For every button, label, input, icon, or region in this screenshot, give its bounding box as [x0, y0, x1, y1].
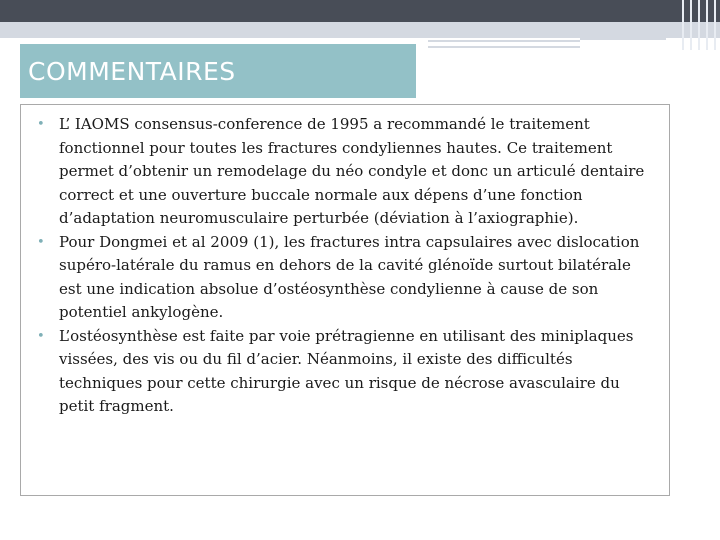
top-decorative-band [0, 22, 720, 38]
bullet-dot-icon: • [37, 234, 45, 250]
top-decorative-bar [0, 0, 720, 22]
bullet-text: L’ IAOMS consensus-conference de 1995 a recommandé le traitement fonctionnel pour toutes les fractures condyliennes hautes. Ce traitement permet d’obtenir un remodelage du néo condyle et donc un articulé dentaire correct et une ouverture buccale normale aux dépens d’une fonction d’adaptation neuromusculaire perturbée (déviation à l’axiographie). [59, 115, 645, 227]
bullet-item [37, 113, 657, 231]
bullet-text: L’ostéosynthèse est faite par voie prétragienne en utilisant des miniplaques vissées, des vis ou du fil d’acier. Néanmoins, il existe des difficultés techniques pour cette chirurgie avec un risque de nécrose avasculaire du petit fragment. [59, 326, 634, 415]
bullet-dot-icon: • [37, 328, 45, 344]
content-box [20, 104, 670, 496]
bullet-item [37, 325, 657, 419]
bullet-list [21, 105, 669, 419]
decorative-line [428, 40, 580, 42]
slide-title-box [20, 44, 416, 98]
bullet-dot-icon: • [37, 117, 45, 132]
slide-title: COMMENTAIRES [28, 56, 236, 86]
decorative-line [428, 46, 580, 48]
bullet-text: Pour Dongmei et al 2009 (1), les fractures intra capsulaires avec dislocation supéro-latérale du ramus en dehors de la cavité glénoïde surtout bilatérale est une indication absolue d’ostéosynthèse condylienne à cause de son potentiel ankylogène. [59, 232, 640, 321]
corner-stripes-decoration [680, 0, 720, 50]
bullet-item [37, 231, 657, 325]
decorative-line [580, 38, 666, 40]
